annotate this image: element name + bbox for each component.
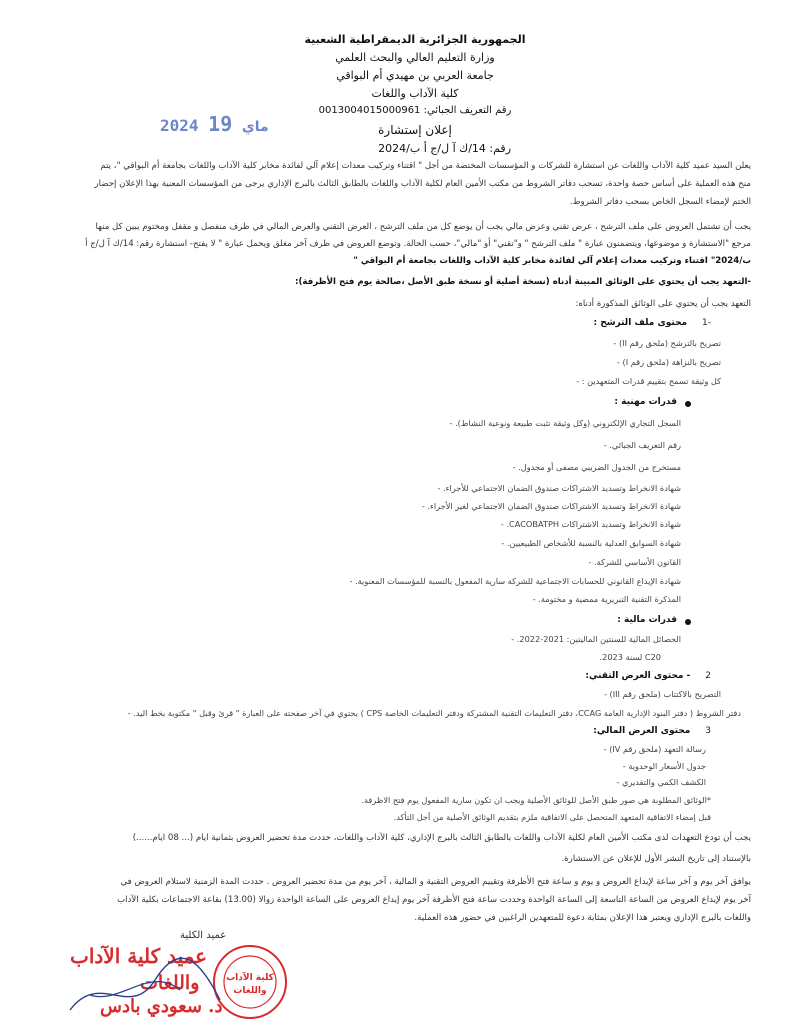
section1-heading: [593, 318, 711, 328]
republic-line: الجمهورية الجزائرية الديمقراطية الشعبية: [304, 33, 526, 46]
list-item: الحصائل المالية للسنتين الماليتين: 2021-2022. -: [511, 634, 681, 645]
deposit-line-2: بالإستناد إلى تاريخ النشر الأول للإعلان عن الاستشارة.: [561, 854, 751, 864]
seal-text-2: واللغات: [233, 986, 267, 996]
list-item: تصريح بالترشح (ملحق رقم II) -: [613, 338, 721, 349]
date-stamp: [160, 112, 269, 136]
section1-num: -1: [702, 318, 711, 328]
stamp-year: 2024: [160, 116, 199, 135]
section3-title: محتوى العرض المالي:: [593, 726, 691, 736]
list-item: جدول الأسعار الوحدوية -: [623, 761, 706, 772]
intro-line-2: منح هذه العملية على أساس حصة واحدة، تسحب دفاتر الشروط من مكتب الأمين العام لكلية الآداب واللغات بالطابق الثالث بالبرج الإداري يرجى من المؤسسات المعنية بهذا الإعلان إحضار: [94, 179, 751, 189]
list-item: شهادة السوابق العدلية بالنسبة للأشخاص الطبيعيين. -: [501, 538, 681, 549]
dean-label: عميد الكلية: [180, 930, 227, 941]
section3-heading: [593, 726, 711, 736]
prof-capacities-title: قدرات مهنية :: [614, 397, 677, 407]
list-item: شهادة الانخراط وتسديد الاشتراكات صندوق الضمان الاجتماعي للأجراء. -: [437, 483, 681, 494]
list-item: رقم التعريف الجبائي. -: [604, 440, 681, 451]
list-item: التصريح بالاكتتاب (ملحق رقم III) -: [604, 689, 721, 700]
list-item: الكشف الكمي والتقديري -: [616, 777, 706, 788]
list-item: السجل التجاري الإلكتروني (وكل وثيقة تثبت طبيعة ونوعية النشاط). -: [450, 418, 681, 429]
faculty-line: كلية الآداب واللغات: [371, 87, 459, 100]
list-item: القانون الأساسي للشركة. -: [588, 557, 681, 568]
signature-line-1: عميد كلية الآداب: [70, 944, 208, 968]
signature-line-3: د. سعودي بادس: [100, 996, 223, 1017]
section3-num: 3: [705, 726, 711, 736]
seal-text-1: كلية الآداب: [226, 973, 274, 983]
stamp-month: ماي: [241, 119, 269, 135]
bullet-icon: [685, 619, 691, 625]
para2-line-1: يجب أن تشتمل العروض على ملف الترشح ، عرض تقني وعرض مالي يجب أن يوضع كل من ملف الترشح ، العرض التقني والعرض المالي في ظرف منفصل و مقفل ومختوم يبين كل منها: [95, 222, 751, 232]
deposit-line-1: يجب أن تودع التعهدات لدى مكتب الأمين العام لكلية الآداب واللغات بالطابق الثالث بالبرج الإداري، كلية الآداب واللغات، حددت مدة تحضير العروض بثمانية ايام (... 08 ايام......): [132, 833, 751, 843]
tax-id-line: رقم التعريف الجبائي: 0013004015000961: [318, 105, 512, 116]
list-item: كل وثيقة تسمح بتقييم قدرات المتعهدين : -: [576, 376, 721, 387]
list-item: C20 لسنة 2023.: [599, 652, 661, 662]
final-line-1: يوافق آخر يوم و آخر ساعة لإيداع العروض و يوم و ساعة فتح الأظرفة وتقييم العروض التقنية و المالية ، آخر يوم من مدة تحضير العروض . حددت المدة الزمنية لاستلام العروض في: [120, 877, 751, 887]
list-item: تصريح بالنزاهة (ملحق رقم I) -: [617, 357, 721, 368]
stamp-day: 19: [208, 112, 233, 136]
section2-num: 2: [705, 671, 711, 681]
pledge-line: التعهد يجب أن يحتوي على الوثائق المذكورة أدناه:: [575, 299, 751, 309]
intro-line-1: يعلن السيد عميد كلية الآداب واللغات عن استشارة للشركات و المؤسسات المختصة من أجل " اقتناء وتركيب معدات إعلام آلي لفائدة مخابر كلية الآداب واللغات بجامعة أم البواقي "، يتم: [100, 161, 751, 171]
list-item: شهادة الانخراط وتسديد الاشتراكات CACOBATPH. -: [501, 519, 681, 530]
section2-title: - محتوى العرض التقني:: [585, 671, 691, 681]
list-item: دفتر الشروط ( دفتر البنود الإدارية العامة CCAG، دفتر التعليمات التقنية المشتركة ودفتر التعليمات الخاصة CPS ) يحتوي في آخر صفحته على العبارة " قرئ وقبل " مكتوبة بخط اليد. -: [128, 708, 741, 719]
list-item: شهادة الانخراط وتسديد الاشتراكات صندوق الضمان الاجتماعي لغير الأجراء. -: [422, 501, 681, 512]
announcement-title: إعلان إستشارة: [378, 123, 452, 137]
section1-title: محتوى ملف الترشح :: [593, 318, 688, 328]
final-line-2: آخر يوم لإيداع العروض من الساعة التاسعة إلى الساعة الواحدة وحددت ساعة فتح الأظرفة آخر يوم إيداع العروض على الساعة الواحدة زوالا (13.00) بقاعة الاجتماعات بكلية الآداب: [117, 895, 751, 905]
fin-capacities-title: قدرات مالية :: [617, 615, 677, 625]
university-line: جامعة العربي بن مهيدي أم البواقي: [336, 69, 494, 82]
handwritten-signature-icon: [60, 950, 230, 1024]
list-item: رسالة التعهد (ملحق رقم IV) -: [604, 744, 706, 755]
list-item: شهادة الإيداع القانوني للحسابات الاجتماعية للشركة سارية المفعول بالنسبة للمؤسسات المعنوية. -: [350, 576, 682, 587]
note-line-1: *الوثائق المطلوبة هي صور طبق الأصل للوثائق الأصلية ويجب ان تكون سارية المفعول يوم فتح الاظرفة.: [361, 795, 711, 805]
signature-line-2: واللغات: [140, 972, 200, 994]
section2-heading: [585, 671, 711, 681]
note-line-2: قبل إمضاء الاتفاقية المتعهد المتحصل على الاتفاقية ملزم بتقديم الوثائق الأصلية من أجل التأكد.: [393, 812, 711, 822]
reference-number: رقم: 14/ك آ ل/ج أ ب/2024: [378, 142, 511, 155]
para2-line-3: ب/2024" اقتناء وتركيب معدات إعلام آلي لفائدة مخابر كلية الآداب واللغات بجامعة أم البواقي ": [353, 256, 751, 266]
list-item: مستخرج من الجدول الضريبي مصفى أو مجدول. -: [513, 462, 681, 473]
para2-line-2: مرجع "الاستشارة و موضوعها، ويتضمنون عبارة " ملف الترشح " و"تقني" أو "مالي"، حسب الحالة. وتوضع العروض في ظرف آخر مغلق ويحمل عبارة " لا يفتح- استشارة رقم: 14/ك آ ل/ج أ: [85, 239, 751, 249]
ministry-line: وزارة التعليم العالي والبحث العلمي: [335, 51, 495, 64]
bullet-icon: [685, 401, 691, 407]
final-line-3: واللغات بالبرج الإداري ويعتبر هذا الإعلان بمثابة دعوة للمتعهدين الراغبين في حضور هذه العملية.: [414, 913, 751, 923]
list-item: المذكرة التقنية التبريرية ممضية و مختومة. -: [533, 594, 681, 605]
bold-pledge-note: -التعهد يجب أن يحتوي على الوثائق المبينة أدناه (نسخة أصلية أو نسخة طبق الأصل ،صالحة يوم فتح الأظرفة):: [295, 277, 751, 287]
intro-line-3: الختم لإمضاء السجل الخاص بسحب دفاتر الشروط.: [569, 197, 751, 207]
